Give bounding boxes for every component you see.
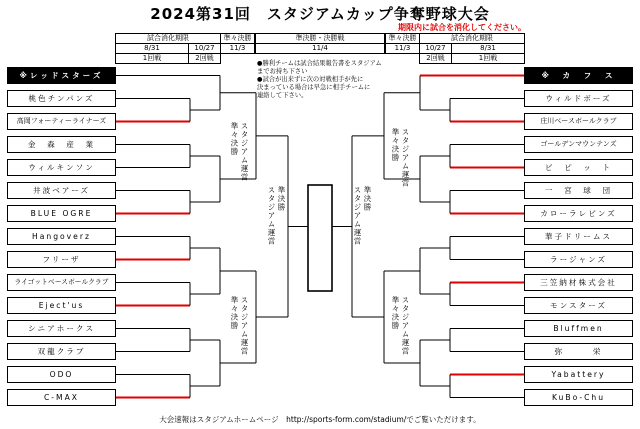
left-team: 桃色チンパンズ [7, 90, 116, 107]
right-team: ウィルドボーズ [524, 90, 633, 107]
left-lower-label: スタジアム運営 準々決勝 [230, 296, 249, 356]
right-team: Yabattery [524, 366, 633, 383]
trophy-box [308, 185, 332, 291]
left-team: C-MAX [7, 389, 116, 406]
right-team: ビ ピ ッ ト [524, 159, 633, 176]
left-team: 高岡フォーティーライナーズ [7, 113, 116, 130]
note-line: までお持ち下さい [257, 68, 308, 75]
left-team: シニアホークス [7, 320, 116, 337]
right-team: 一 宮 球 団 [524, 182, 633, 199]
note-line: ●勝利チームは試合結果報告書をスタジアム [257, 60, 382, 67]
left-team: ウィルキンソン [7, 159, 116, 176]
left-date-3: 11/3 [220, 43, 255, 54]
right-team: KuBo-Chu [524, 389, 633, 406]
left-date-1: 8/31 [115, 43, 189, 54]
left-semi-label: 準々決勝 [220, 33, 255, 44]
left-team: 双龍クラブ [7, 343, 116, 360]
right-team: モンスターズ [524, 297, 633, 314]
right-team-seed: ※ カ フ ス [524, 67, 633, 84]
left-team: Hangoverz [7, 228, 116, 245]
right-team: カローラレビンズ [524, 205, 633, 222]
left-upper-label: スタジアム運営 準々決勝 [230, 122, 249, 182]
right-date-2: 10/27 [419, 43, 452, 54]
right-deadline-label: 試合消化期限 [419, 33, 525, 44]
left-team: 井波ベアーズ [7, 182, 116, 199]
right-date-1: 11/3 [385, 43, 420, 54]
right-semi-label: 準々決勝 [385, 33, 420, 44]
left-team-seed: ※レッドスターズ [7, 67, 116, 84]
center-date: 11/4 [255, 43, 385, 54]
left-team: ライゴットベースボールクラブ [7, 274, 116, 291]
center-right-label: 準決勝 スタジアム運営 [353, 186, 372, 246]
note-line: ●試合が出来ずに次の対戦相手が先に [257, 76, 364, 83]
left-team: ODO [7, 366, 116, 383]
page-title: 2024第31回 スタジアムカップ争奪野球大会 [150, 5, 490, 23]
note-line: 連絡して下さい。 [257, 92, 308, 99]
right-lower-label: スタジアム運営 準々決勝 [391, 296, 410, 356]
left-team: BLUE OGRE [7, 205, 116, 222]
footer-note: 大会速報はスタジアムホームページ http://sports-form.com/stadium/でご覧いただけます。 [159, 415, 481, 424]
right-team: 弥 栄 [524, 343, 633, 360]
right-team: 庄川ベースボールクラブ [524, 113, 633, 130]
right-upper-label: スタジアム運営 準々決勝 [391, 128, 410, 188]
center-label: 準決勝・決勝戦 [255, 33, 385, 44]
right-date-3: 8/31 [451, 43, 525, 54]
left-team: 金 森 産 業 [7, 136, 116, 153]
left-date-2: 10/27 [188, 43, 221, 54]
deadline-notice: 期限内に試合を消化してください。 [398, 23, 526, 32]
right-team: 華子ドリームス [524, 228, 633, 245]
right-team: ゴールデンマウンテンズ [524, 136, 633, 153]
note-line: 決まっている場合は早急に相手チームに [257, 84, 371, 91]
left-round-1: 1回戦 [115, 53, 189, 64]
right-team: 三笠納材株式会社 [524, 274, 633, 291]
right-round-2: 1回戦 [451, 53, 525, 64]
center-left-label: 準決勝 スタジアム運営 [267, 186, 286, 246]
right-round-1: 2回戦 [419, 53, 452, 64]
left-team: Eject'us [7, 297, 116, 314]
left-deadline-label: 試合消化期限 [115, 33, 221, 44]
left-round-2: 2回戦 [188, 53, 221, 64]
right-team: ラージャンズ [524, 251, 633, 268]
right-team: Bluffmen [524, 320, 633, 337]
left-team: フリーザ [7, 251, 116, 268]
